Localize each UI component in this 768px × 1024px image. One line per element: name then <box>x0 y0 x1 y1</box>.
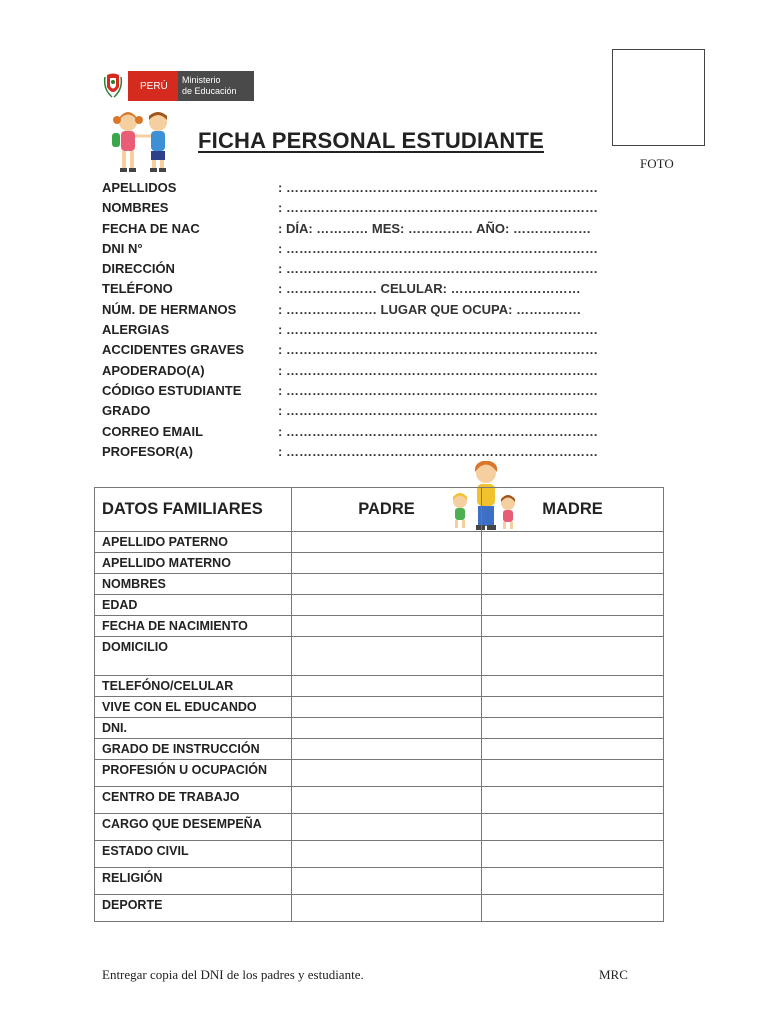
padre-cell[interactable] <box>292 787 482 814</box>
page-title: FICHA PERSONAL ESTUDIANTE <box>198 128 545 153</box>
ministerio-educacion-logo <box>104 69 254 103</box>
table-row <box>95 841 664 868</box>
field-row <box>102 422 662 442</box>
field-row <box>102 279 662 299</box>
row-label: PROFESIÓN U OCUPACIÓN <box>95 760 292 787</box>
table-row <box>95 676 664 697</box>
padre-cell[interactable] <box>292 841 482 868</box>
row-label: DOMICILIO <box>95 637 292 676</box>
padre-cell[interactable] <box>292 868 482 895</box>
row-label: CARGO QUE DESEMPEÑA <box>95 814 292 841</box>
field-label: DIRECCIÓN <box>102 261 175 277</box>
field-row <box>102 340 662 360</box>
field-blank[interactable]: : ……………………………………………………………… <box>278 180 598 195</box>
madre-cell[interactable] <box>482 760 664 787</box>
table-row <box>95 760 664 787</box>
field-blank[interactable]: : ……………………………………………………………… <box>278 342 598 358</box>
family-header-padre: PADRE <box>292 488 482 532</box>
madre-cell[interactable] <box>482 787 664 814</box>
field-blank[interactable]: : ……………………………………………………………… <box>278 200 598 216</box>
table-row <box>95 814 664 841</box>
row-label: CENTRO DE TRABAJO <box>95 787 292 814</box>
field-blank[interactable]: : ……………………………………………………………… <box>278 362 598 378</box>
field-row <box>102 361 662 381</box>
field-blank[interactable]: : DÍA: ………… MES: …………… AÑO: ……………… <box>278 220 591 236</box>
table-row <box>95 739 664 760</box>
table-row <box>95 574 664 595</box>
madre-cell[interactable] <box>482 895 664 922</box>
field-row <box>102 219 662 239</box>
row-label: DEPORTE <box>95 895 292 922</box>
field-blank[interactable]: : ……………………………………………………………… <box>278 240 598 256</box>
table-row <box>95 868 664 895</box>
field-row <box>102 178 662 198</box>
row-label: APELLIDO PATERNO <box>95 532 292 553</box>
logo-ministry-line1: Ministerio <box>182 75 221 85</box>
logo-country-text: PERÚ <box>140 81 168 92</box>
field-label: TELÉFONO <box>102 281 173 297</box>
padre-cell[interactable] <box>292 676 482 697</box>
field-label: CORREO EMAIL <box>102 423 204 439</box>
field-label: ACCIDENTES GRAVES <box>102 342 245 358</box>
field-blank[interactable]: : ……………………………………………………………… <box>278 382 598 398</box>
field-label: NÚM. DE HERMANOS <box>102 301 237 317</box>
footer-note: Entregar copia del DNI de los padres y estudiante. <box>102 967 364 982</box>
padre-cell[interactable] <box>292 553 482 574</box>
row-label: NOMBRES <box>95 574 292 595</box>
logo-ministry-line2: de Educación <box>182 86 237 96</box>
padre-cell[interactable] <box>292 760 482 787</box>
field-label: DNI N° <box>102 240 143 256</box>
table-row <box>95 787 664 814</box>
madre-cell[interactable] <box>482 868 664 895</box>
table-row <box>95 595 664 616</box>
madre-cell[interactable] <box>482 718 664 739</box>
row-label: DNI. <box>95 718 292 739</box>
family-table-header-row <box>95 488 664 532</box>
row-label: EDAD <box>95 595 292 616</box>
photo-box <box>612 49 705 146</box>
table-row <box>95 616 664 637</box>
field-row <box>102 300 662 320</box>
table-row <box>95 718 664 739</box>
table-row <box>95 637 664 676</box>
field-blank[interactable]: : ……………………………………………………………… <box>278 423 598 439</box>
madre-cell[interactable] <box>482 574 664 595</box>
family-header-madre: MADRE <box>482 488 664 532</box>
field-row <box>102 320 662 340</box>
row-label: TELEFÓNO/CELULAR <box>95 676 292 697</box>
madre-cell[interactable] <box>482 595 664 616</box>
footer-code: MRC <box>599 967 628 982</box>
field-row <box>102 198 662 218</box>
row-label: FECHA DE NACIMIENTO <box>95 616 292 637</box>
padre-cell[interactable] <box>292 697 482 718</box>
field-label: ALERGIAS <box>102 322 170 338</box>
field-row <box>102 401 662 421</box>
field-blank[interactable]: : ……………………………………………………………… <box>278 261 598 277</box>
madre-cell[interactable] <box>482 841 664 868</box>
field-blank[interactable]: : ………………… CELULAR: ………………………… <box>278 281 581 297</box>
photo-label: FOTO <box>640 156 674 171</box>
madre-cell[interactable] <box>482 532 664 553</box>
padre-cell[interactable] <box>292 814 482 841</box>
family-header-datos: DATOS FAMILIARES <box>95 488 292 532</box>
field-row <box>102 259 662 279</box>
madre-cell[interactable] <box>482 616 664 637</box>
field-blank[interactable]: : ……………………………………………………………… <box>278 403 598 419</box>
madre-cell[interactable] <box>482 637 664 676</box>
field-label: APELLIDOS <box>102 180 177 195</box>
field-label: NOMBRES <box>102 200 169 216</box>
madre-cell[interactable] <box>482 676 664 697</box>
madre-cell[interactable] <box>482 553 664 574</box>
padre-cell[interactable] <box>292 718 482 739</box>
field-blank[interactable]: : ……………………………………………………………… <box>278 443 598 459</box>
row-label: APELLIDO MATERNO <box>95 553 292 574</box>
table-row <box>95 553 664 574</box>
row-label: RELIGIÓN <box>95 868 292 895</box>
personal-data-fields <box>102 178 662 462</box>
padre-cell[interactable] <box>292 739 482 760</box>
padre-cell[interactable] <box>292 895 482 922</box>
field-label: PROFESOR(A) <box>102 443 193 459</box>
padre-cell[interactable] <box>292 595 482 616</box>
padre-cell[interactable] <box>292 574 482 595</box>
madre-cell[interactable] <box>482 739 664 760</box>
field-label: CÓDIGO ESTUDIANTE <box>102 382 242 398</box>
field-label: FECHA DE NAC <box>102 220 200 236</box>
field-label: GRADO <box>102 403 151 419</box>
table-row <box>95 895 664 922</box>
row-label: GRADO DE INSTRUCCIÓN <box>95 739 292 760</box>
row-label: ESTADO CIVIL <box>95 841 292 868</box>
madre-cell[interactable] <box>482 814 664 841</box>
padre-cell[interactable] <box>292 637 482 676</box>
table-row <box>95 697 664 718</box>
padre-cell[interactable] <box>292 616 482 637</box>
field-blank[interactable]: : ………………… LUGAR QUE OCUPA: …………… <box>278 301 582 317</box>
field-row <box>102 239 662 259</box>
field-label: APODERADO(A) <box>102 362 205 378</box>
padre-cell[interactable] <box>292 532 482 553</box>
field-blank[interactable]: : ……………………………………………………………… <box>278 322 598 338</box>
madre-cell[interactable] <box>482 697 664 718</box>
children-illustration-icon <box>108 108 180 176</box>
family-data-table <box>94 487 664 922</box>
field-row <box>102 442 662 462</box>
field-row <box>102 381 662 401</box>
table-row <box>95 532 664 553</box>
row-label: VIVE CON EL EDUCANDO <box>95 697 292 718</box>
